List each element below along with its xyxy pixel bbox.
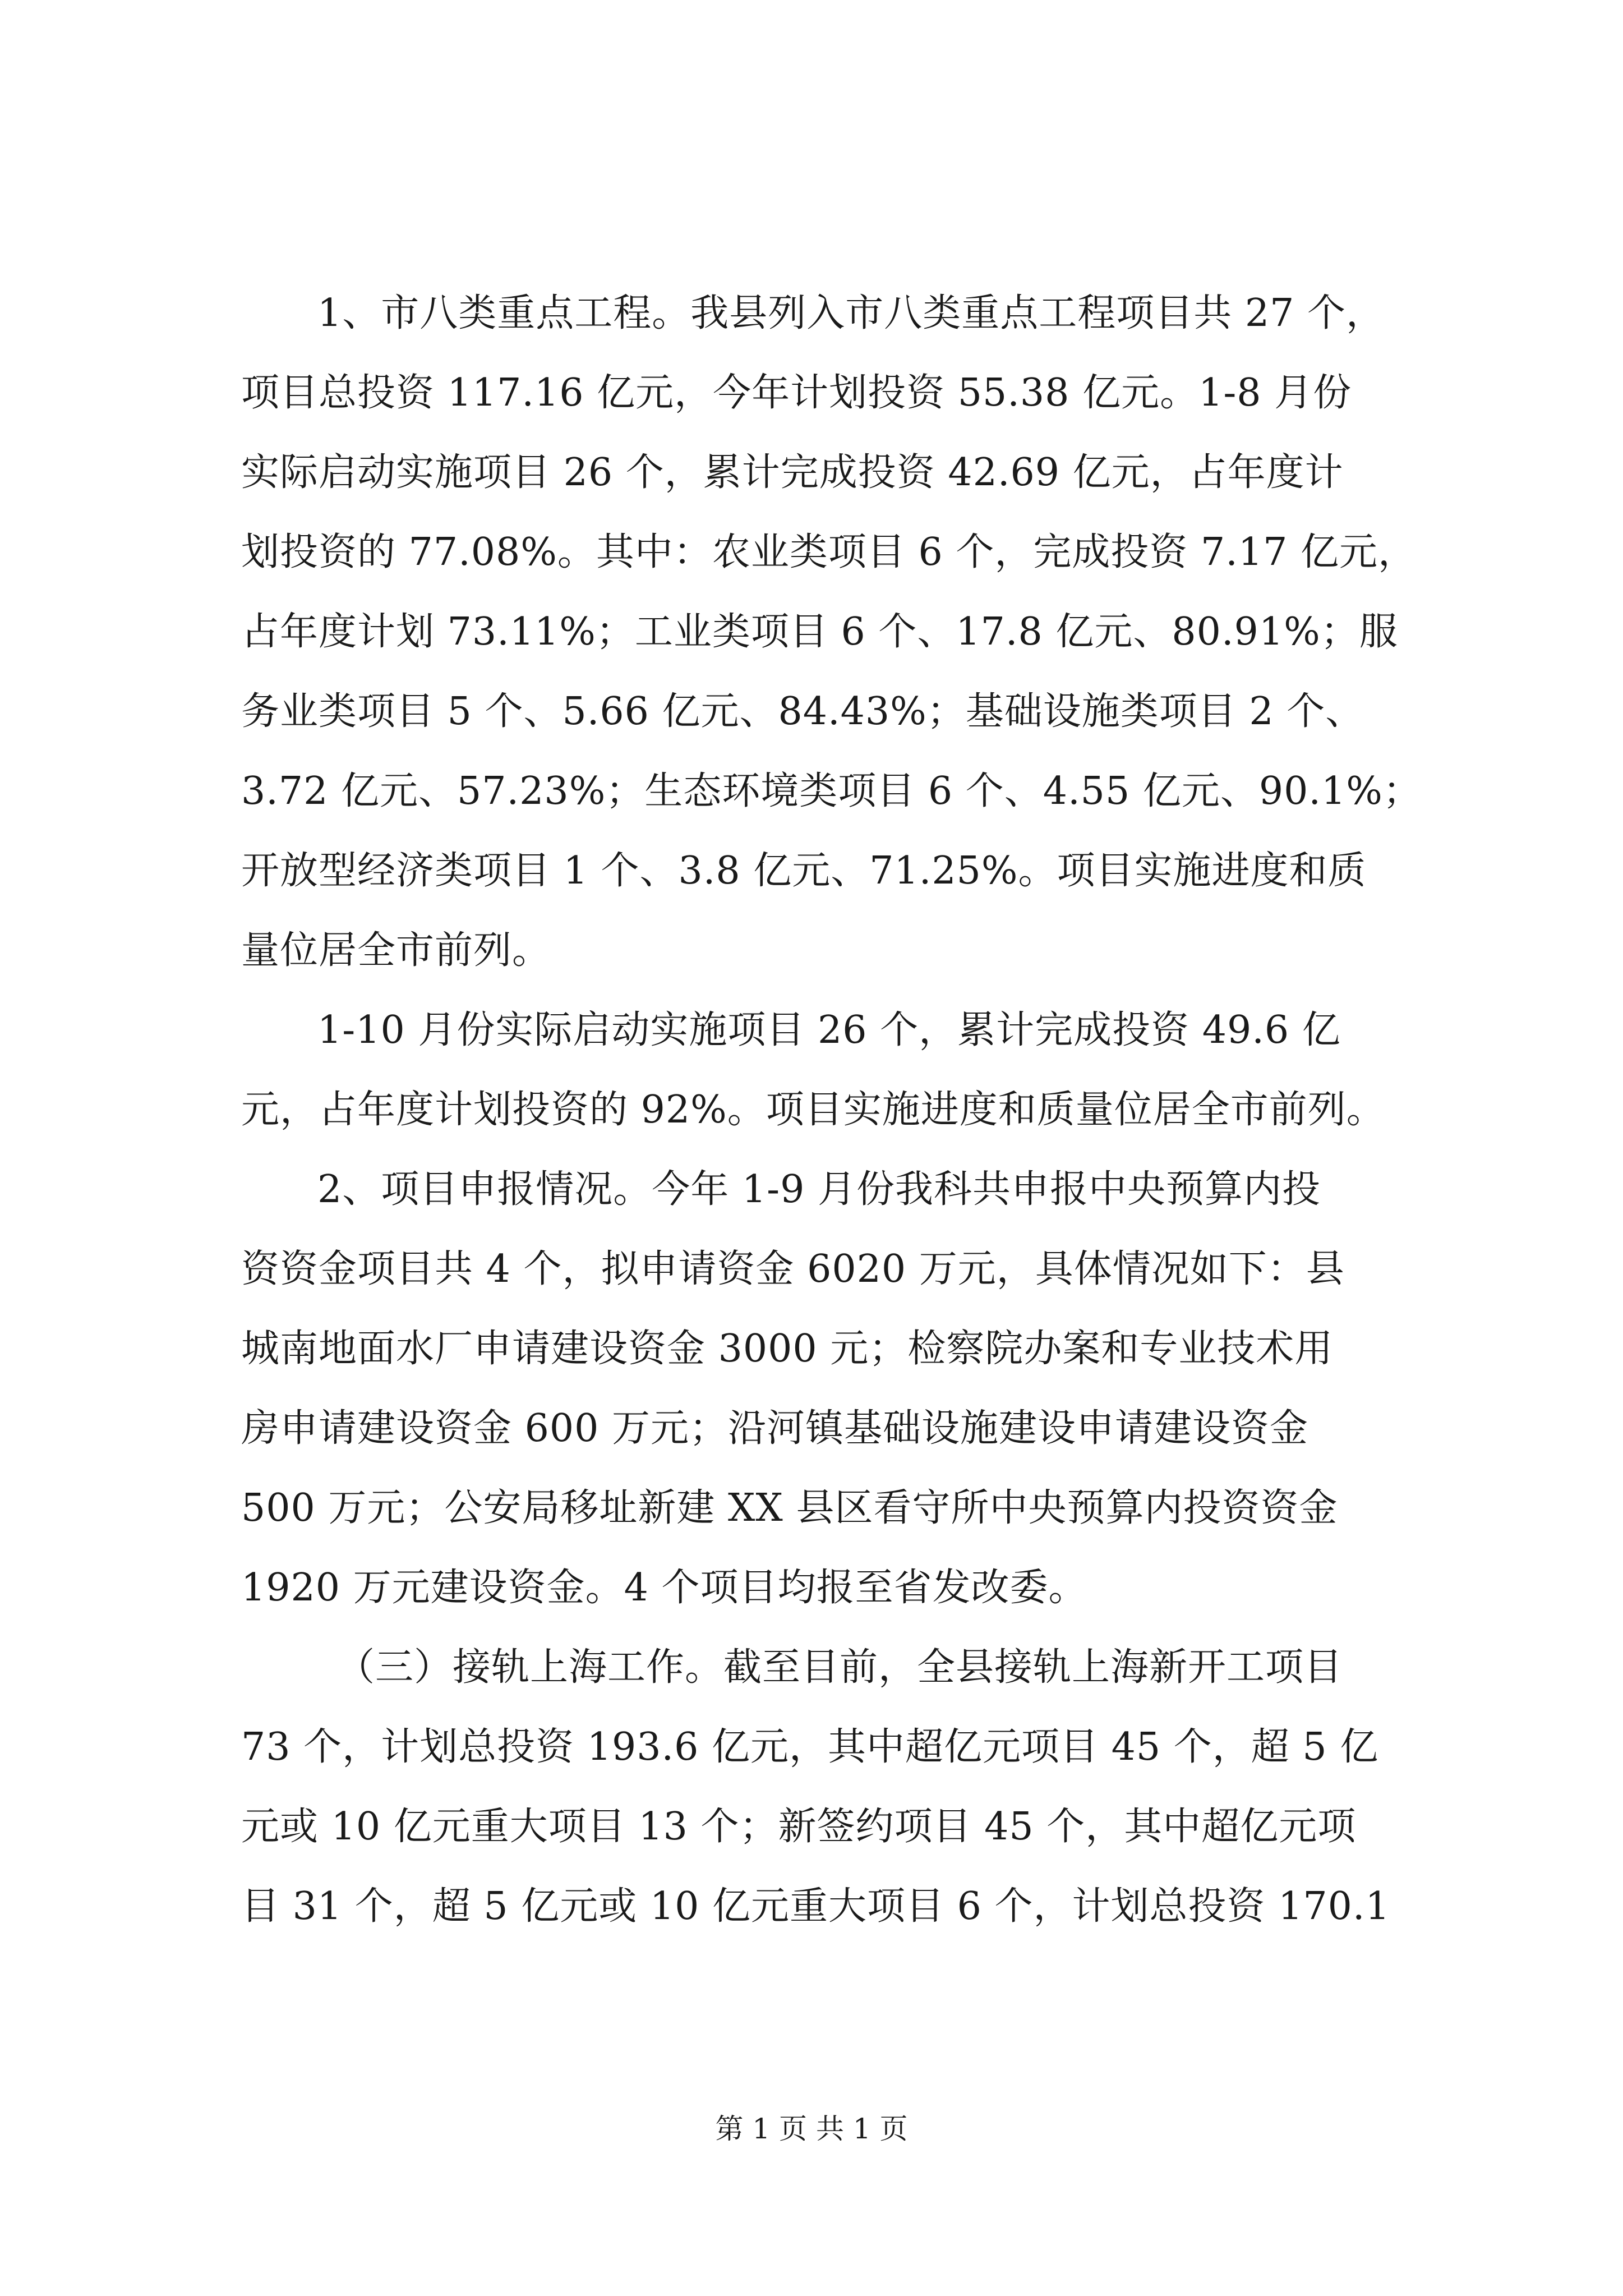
- paragraph-3-line-3: 城南地面水厂申请建设资金 3000 元；检察院办案和专业技术用: [241, 1327, 1334, 1371]
- paragraph-1-line-7: 3.72 亿元、57.23%；生态环境类项目 6 个、4.55 亿元、90.1%；: [241, 769, 1422, 813]
- paragraph-4-line-2: 73 个，计划总投资 193.6 亿元，其中超亿元项目 45 个，超 5 亿: [241, 1725, 1379, 1769]
- paragraph-3-line-6: 1920 万元建设资金。4 个项目均报至省发改委。: [241, 1566, 1087, 1610]
- paragraph-3-line-2: 资资金项目共 4 个，拟申请资金 6020 万元，具体情况如下：县: [241, 1247, 1345, 1291]
- paragraph-1-line-9: 量位居全市前列。: [241, 928, 551, 973]
- paragraph-1-line-8: 开放型经济类项目 1 个、3.8 亿元、71.25%。项目实施进度和质: [241, 849, 1367, 893]
- paragraph-3-line-5: 500 万元；公安局移址新建 XX 县区看守所中央预算内投资资金: [241, 1486, 1338, 1530]
- paragraph-1-line-6: 务业类项目 5 个、5.66 亿元、84.43%；基础设施类项目 2 个、: [241, 689, 1364, 734]
- paragraph-1-line-1: 1、市八类重点工程。我县列入市八类重点工程项目共 27 个，: [317, 291, 1385, 335]
- document-body: [241, 274, 1422, 1947]
- paragraph-4-line-3: 元或 10 亿元重大项目 13 个；新签约项目 45 个，其中超亿元项: [241, 1805, 1357, 1849]
- page-number-footer: 第 1 页 共 1 页: [715, 2113, 908, 2145]
- paragraph-4-line-4: 目 31 个，超 5 亿元或 10 亿元重大项目 6 个，计划总投资 170.1: [241, 1884, 1390, 1929]
- paragraph-1-line-3: 实际启动实施项目 26 个，累计完成投资 42.69 亿元，占年度计: [241, 450, 1344, 495]
- paragraph-3-line-4: 房申请建设资金 600 万元；沿河镇基础设施建设申请建设资金: [241, 1406, 1309, 1451]
- paragraph-2-line-2: 元，占年度计划投资的 92%。项目实施进度和质量位居全市前列。: [241, 1088, 1385, 1132]
- paragraph-2-line-1: 1-10 月份实际启动实施项目 26 个，累计完成投资 49.6 亿: [317, 1008, 1341, 1052]
- paragraph-3-line-1: 2、项目申报情况。今年 1-9 月份我科共申报中央预算内投: [317, 1167, 1321, 1212]
- paragraph-1-line-5: 占年度计划 73.11%；工业类项目 6 个、17.8 亿元、80.91%；服: [241, 610, 1398, 654]
- paragraph-4-line-1: （三）接轨上海工作。截至目前，全县接轨上海新开工项目: [336, 1645, 1343, 1690]
- paragraph-1-line-4: 划投资的 77.08%。其中：农业类项目 6 个，完成投资 7.17 亿元，: [241, 530, 1417, 574]
- paragraph-1-line-2: 项目总投资 117.16 亿元，今年计划投资 55.38 亿元。1-8 月份: [241, 371, 1352, 415]
